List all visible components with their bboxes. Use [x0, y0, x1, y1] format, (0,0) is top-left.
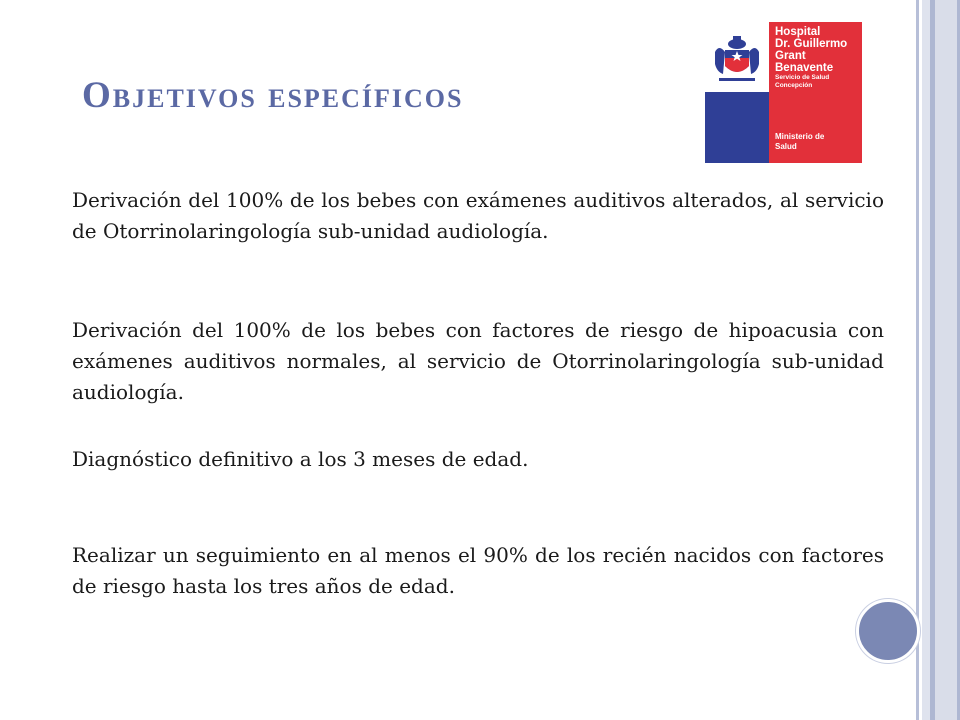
hospital-logo	[705, 22, 862, 163]
objective-paragraph: Derivación del 100% de los bebes con factores de riesgo de hipoacusia con exámenes auditivos normales, al servicio de Otorrinolaringología sub-unidad audiología.	[72, 318, 884, 404]
decorative-stripe	[935, 0, 957, 720]
hospital-name-panel	[769, 22, 862, 163]
slide-title: Objetivos específicos	[82, 75, 464, 116]
objective-paragraph: Derivación del 100% de los bebes con exámenes auditivos alterados, al servicio de Otorrinolaringología sub-unidad audiología.	[72, 188, 884, 243]
ministry-line: Ministerio de	[775, 132, 825, 141]
decorative-stripe	[922, 0, 930, 720]
logo-line: Hospital	[775, 26, 821, 38]
logo-line: Benavente	[775, 62, 834, 74]
ministry-line: Salud	[775, 142, 797, 151]
logo-subline: Concepción	[775, 82, 813, 89]
objective-paragraph: Realizar un seguimiento en al menos el 90% de los recién nacidos con factores de riesgo hasta los tres años de edad.	[72, 543, 884, 598]
decorative-stripe	[916, 0, 919, 720]
ministry-label	[775, 132, 824, 152]
logo-subline: Servicio de Salud	[775, 74, 830, 81]
objective-paragraph: Diagnóstico definitivo a los 3 meses de edad.	[72, 447, 529, 471]
decorative-circle	[856, 599, 920, 663]
coat-of-arms-icon	[705, 22, 769, 163]
coat-of-arms-panel	[705, 22, 769, 163]
logo-line: Grant	[775, 50, 806, 62]
logo-line: Dr. Guillermo	[775, 38, 848, 50]
